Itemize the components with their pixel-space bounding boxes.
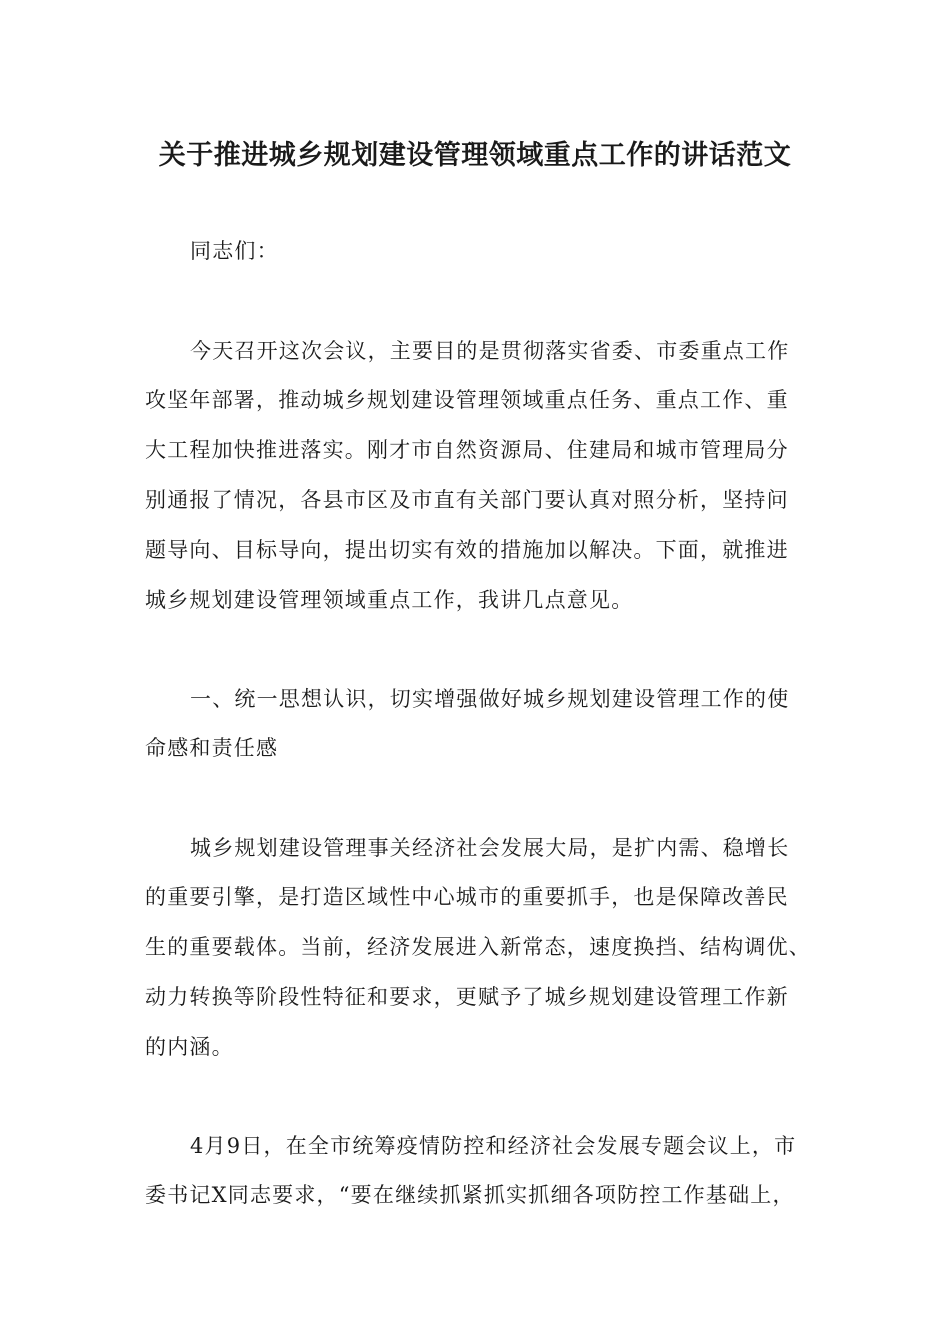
paragraph-line: 题导向、目标导向，提出切实有效的措施加以解决。下面，就推进: [145, 538, 789, 562]
paragraph-line: 今天召开这次会议，主要目的是贯彻落实省委、市委重点工作: [190, 339, 790, 363]
paragraph-line: 动力转换等阶段性特征和要求，更赋予了城乡规划建设管理工作新: [145, 985, 789, 1009]
heading-line: 一、统一思想认识，切实增强做好城乡规划建设管理工作的使: [190, 687, 790, 711]
paragraph-line: 生的重要载体。当前，经济发展进入新常态，速度换挡、结构调优、: [145, 935, 811, 959]
paragraph-line: 别通报了情况，各县市区及市直有关部门要认真对照分析，坚持问: [145, 488, 789, 512]
paragraph-line: 城乡规划建设管理领域重点工作，我讲几点意见。: [145, 588, 634, 612]
heading-line: 命感和责任感: [145, 736, 279, 760]
document-title: 关于推进城乡规划建设管理领域重点工作的讲话范文: [158, 140, 792, 171]
paragraph-line: 的内涵。: [145, 1035, 234, 1059]
paragraph-line: 城乡规划建设管理事关经济社会发展大局，是扩内需、稳增长: [190, 836, 790, 860]
paragraph-line: 攻坚年部署，推动城乡规划建设管理领域重点任务、重点工作、重: [145, 388, 789, 412]
paragraph-line: 4月9日，在全市统筹疫情防控和经济社会发展专题会议上，市: [190, 1134, 797, 1158]
paragraph-line: 的重要引擎，是打造区域性中心城市的重要抓手，也是保障改善民: [145, 885, 789, 909]
paragraph-line: 大工程加快推进落实。刚才市自然资源局、住建局和城市管理局分: [145, 438, 789, 462]
salutation: 同志们：: [190, 239, 279, 263]
paragraph-line: 委书记X同志要求，“要在继续抓紧抓实抓细各项防控工作基础上，: [145, 1183, 795, 1207]
